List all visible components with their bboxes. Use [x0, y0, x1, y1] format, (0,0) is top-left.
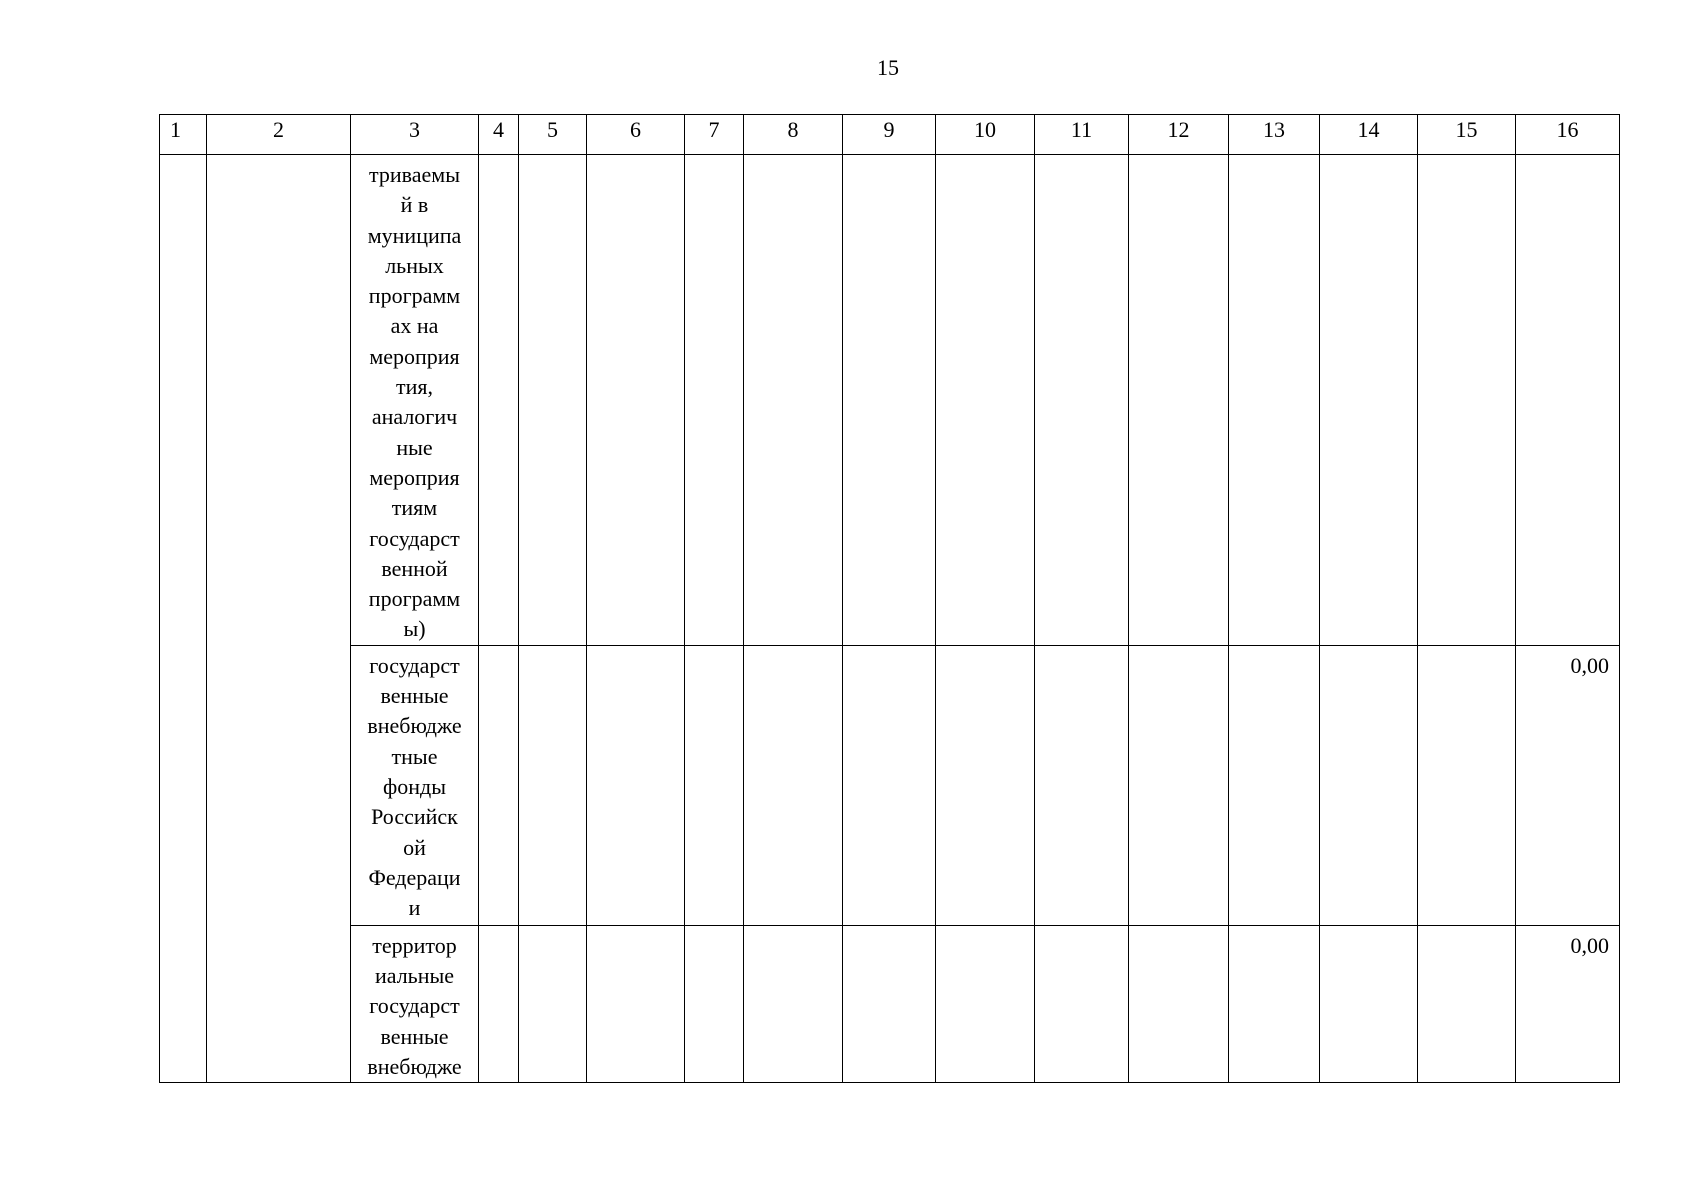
table-cell	[1320, 645, 1418, 925]
table-cell	[1320, 155, 1418, 646]
table-cell	[519, 155, 587, 646]
column-header: 4	[479, 115, 519, 155]
table-cell	[1129, 925, 1229, 1082]
amount-cell	[1516, 155, 1620, 646]
table-cell	[479, 645, 519, 925]
table-cell	[479, 155, 519, 646]
table-row	[160, 645, 1620, 925]
column-header: 8	[744, 115, 843, 155]
table-cell	[685, 155, 744, 646]
budget-table	[159, 114, 1620, 1083]
table-cell	[936, 155, 1035, 646]
table-cell	[1129, 645, 1229, 925]
page-number: 15	[877, 55, 899, 80]
column-header: 16	[1516, 115, 1620, 155]
column-header: 2	[207, 115, 351, 155]
table-cell	[936, 925, 1035, 1082]
table-cell	[207, 155, 351, 1083]
table-cell	[1418, 925, 1516, 1082]
table-cell	[160, 155, 207, 1083]
column-header: 7	[685, 115, 744, 155]
amount-cell: 0,00	[1516, 645, 1620, 925]
column-header: 13	[1229, 115, 1320, 155]
table-cell	[843, 155, 936, 646]
table-cell	[1229, 925, 1320, 1082]
column-header: 12	[1129, 115, 1229, 155]
column-header: 3	[351, 115, 479, 155]
table-cell	[744, 155, 843, 646]
table-cell	[1229, 645, 1320, 925]
column-header: 10	[936, 115, 1035, 155]
table-cell	[1035, 645, 1129, 925]
table-cell	[685, 645, 744, 925]
funding-source-cell: триваемы й в муниципа льных программ ах на мероприя тия, аналогич ные мероприя тиям государст венной программ ы)	[351, 155, 479, 646]
table-cell	[744, 925, 843, 1082]
table-cell	[1035, 155, 1129, 646]
column-header: 1	[160, 115, 207, 155]
column-header: 14	[1320, 115, 1418, 155]
table-cell	[479, 925, 519, 1082]
table-cell	[843, 645, 936, 925]
table-row	[160, 155, 1620, 646]
table-cell	[1229, 155, 1320, 646]
table-cell	[587, 645, 685, 925]
funding-source-cell: территор иальные государст венные внебюдже	[351, 925, 479, 1082]
table-cell	[744, 645, 843, 925]
table-cell	[1320, 925, 1418, 1082]
table-cell	[587, 925, 685, 1082]
table-row	[160, 925, 1620, 1082]
table-cell	[1129, 155, 1229, 646]
funding-source-cell: государст венные внебюдже тные фонды Российск ой Федераци и	[351, 645, 479, 925]
table-cell	[519, 925, 587, 1082]
table-cell	[587, 155, 685, 646]
column-header: 6	[587, 115, 685, 155]
table-cell	[685, 925, 744, 1082]
table-cell	[1418, 155, 1516, 646]
column-header: 5	[519, 115, 587, 155]
column-header: 11	[1035, 115, 1129, 155]
table-cell	[1035, 925, 1129, 1082]
table-cell	[843, 925, 936, 1082]
column-header: 9	[843, 115, 936, 155]
column-number-row	[160, 115, 1620, 155]
column-header: 15	[1418, 115, 1516, 155]
table-cell	[519, 645, 587, 925]
table-cell	[936, 645, 1035, 925]
amount-cell: 0,00	[1516, 925, 1620, 1082]
table-cell	[1418, 645, 1516, 925]
